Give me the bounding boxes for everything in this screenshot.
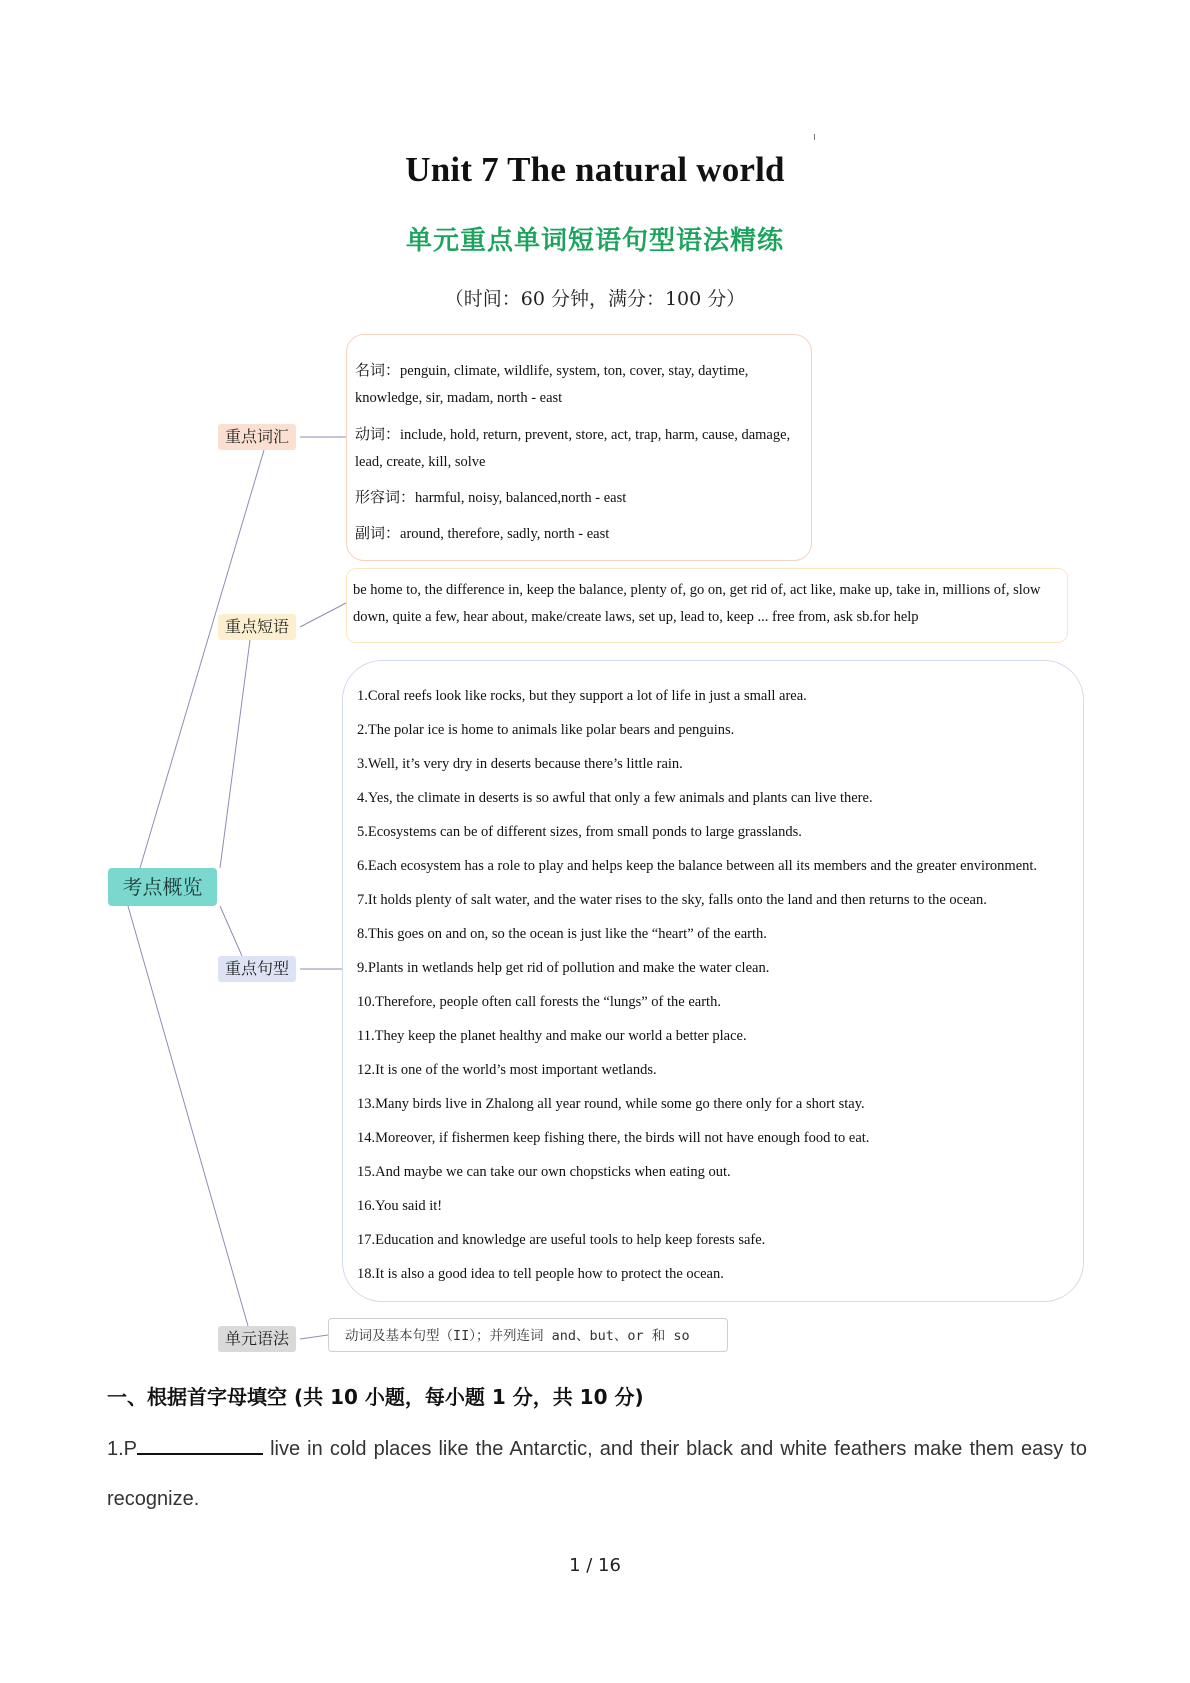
vocab-row-adverbs — [355, 520, 805, 548]
sentence-item: 2.The polar ice is home to animals like polar bears and penguins. — [357, 722, 735, 738]
sentence-item: 5.Ecosystems can be of different sizes, from small ponds to large grasslands. — [357, 824, 802, 840]
page-subtitle: 单元重点单词短语句型语法精练 — [405, 226, 784, 256]
sentence-item: 13.Many birds live in Zhalong all year round, while some go there only for a short stay. — [357, 1096, 865, 1112]
vocab-tag: 形容词： — [355, 488, 416, 506]
page-title: Unit 7 The natural world — [405, 150, 785, 189]
sentence-item: 9.Plants in wetlands help get rid of pollution and make the water clean. — [357, 960, 770, 976]
vocab-text: include, hold, return, prevent, store, act, trap, harm, cause, damage, lead, create, kill, solve — [355, 427, 791, 470]
phrases-box — [346, 568, 1068, 643]
connector-grammar-box — [300, 1335, 328, 1339]
vocab-row-verbs — [355, 421, 805, 476]
sentence-item: 11.They keep the planet healthy and make our world a better place. — [357, 1028, 747, 1044]
question-1-text: live in cold places like the Antarctic, and their black and white feathers make them easy to recognize. — [107, 1438, 1087, 1510]
vocab-tag: 动词： — [355, 425, 401, 443]
sentence-item: 10.Therefore, people often call forests the “lungs” of the earth. — [357, 994, 721, 1010]
vocab-row-nouns — [355, 357, 805, 412]
answer-blank[interactable] — [137, 1435, 263, 1455]
vocab-row-adjectives — [355, 484, 805, 512]
sentence-item: 3.Well, it’s very dry in deserts because there’s little rain. — [357, 756, 683, 772]
node-vocab: 重点词汇 — [218, 424, 296, 450]
section-heading: 一、根据首字母填空 (共 10 小题，每小题 1 分，共 10 分) — [107, 1385, 644, 1409]
sentences-box — [342, 660, 1084, 1302]
vocab-box — [346, 334, 812, 561]
connector-root-phrase-a — [220, 640, 250, 868]
page-number: 1 / 16 — [569, 1555, 621, 1576]
grammar-box: 动词及基本句型（II）；并列连词 and、but、or 和 so — [328, 1318, 728, 1352]
vocab-text: penguin, climate, wildlife, system, ton, cover, stay, daytime, knowledge, sir, madam, north - east — [355, 363, 749, 406]
sentence-item: 17.Education and knowledge are useful tools to help keep forests safe. — [357, 1232, 766, 1248]
sentence-item: 16.You said it! — [357, 1198, 443, 1214]
connector-root-vocab — [140, 450, 264, 868]
sentence-item: 12.It is one of the world’s most important wetlands. — [357, 1062, 657, 1078]
question-1 — [107, 1424, 1087, 1524]
vocab-text: harmful, noisy, balanced,north - east — [415, 490, 627, 506]
sentence-item: 1.Coral reefs look like rocks, but they support a lot of life in just a small area. — [357, 688, 807, 704]
phrases-text: be home to, the difference in, keep the balance, plenty of, go on, get rid of, act like, make up, take in, millions of, slow down, quite a few, hear about, make/create laws, set up, lead to, keep ... free from, ask sb.for help — [353, 582, 1041, 625]
sentence-item: 8.This goes on and on, so the ocean is just like the “heart” of the earth. — [357, 926, 767, 942]
node-sentences: 重点句型 — [218, 956, 296, 982]
sentence-item: 7.It holds plenty of salt water, and the water rises to the sky, falls onto the land and then returns to the ocean. — [357, 892, 987, 908]
sentence-item: 6.Each ecosystem has a role to play and helps keep the balance between all its members and the greater environment. — [357, 858, 1038, 874]
sentence-item: 14.Moreover, if fishermen keep fishing there, the birds will not have enough food to eat. — [357, 1130, 870, 1146]
vocab-tag: 副词： — [355, 524, 401, 542]
sentence-item: 15.And maybe we can take our own chopsticks when eating out. — [357, 1164, 731, 1180]
connector-phrase-box — [300, 603, 346, 627]
node-grammar: 单元语法 — [218, 1326, 296, 1352]
time-and-score: （时间：60 分钟，满分：100 分） — [444, 288, 746, 310]
sentence-item: 18.It is also a good idea to tell people how to protect the ocean. — [357, 1266, 724, 1282]
vocab-text: around, therefore, sadly, north - east — [400, 526, 610, 542]
connector-root-sentence — [220, 906, 242, 956]
vocab-tag: 名词： — [355, 361, 401, 379]
mindmap-root: 考点概览 — [108, 868, 217, 906]
question-1-prefix: 1.P — [107, 1438, 138, 1460]
node-phrases: 重点短语 — [218, 614, 296, 640]
sentence-item: 4.Yes, the climate in deserts is so awful that only a few animals and plants can live there. — [357, 790, 873, 806]
